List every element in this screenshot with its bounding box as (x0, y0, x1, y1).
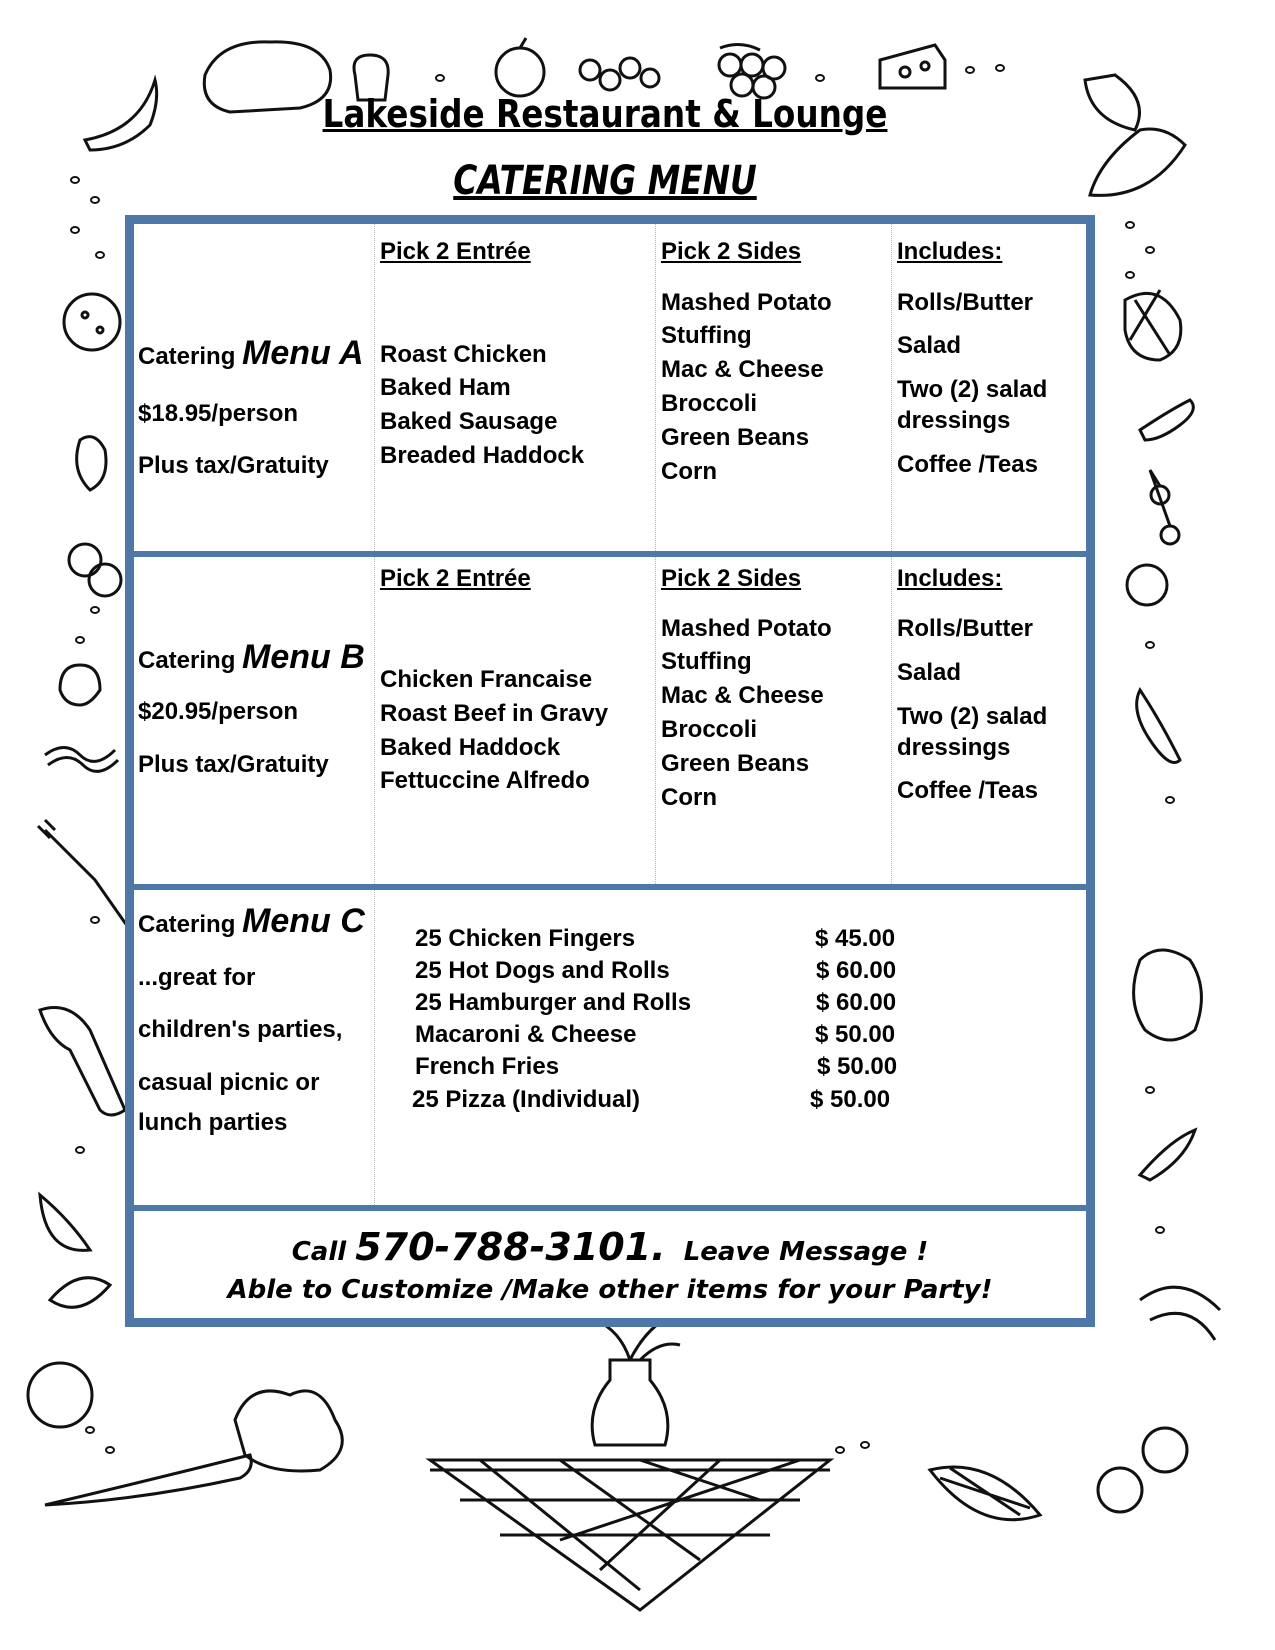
carrot-icon (45, 1455, 251, 1505)
catering-label: Catering (138, 343, 236, 370)
menu-c-description: lunch parties (138, 1109, 288, 1136)
menu-c-item-name: French Fries (415, 1053, 560, 1080)
catering-label: Catering (138, 647, 236, 674)
include-item: Coffee /Teas (897, 451, 1038, 478)
include-item: Rolls/Butter (897, 615, 1034, 642)
phone-number: 570-788-3101. (355, 1225, 666, 1269)
menu-c-item-name: Macaroni & Cheese (415, 1021, 637, 1048)
column-divider (374, 224, 375, 551)
entree-item: Chicken Francaise (380, 666, 593, 693)
entree-item: Breaded Haddock (380, 442, 585, 469)
cauliflower-icon (1134, 950, 1202, 1040)
call-label: Call (291, 1237, 347, 1267)
include-item: Two (2) salad (897, 703, 1048, 730)
leave-message-note: Leave Message ! (683, 1237, 929, 1267)
contact-footer (134, 1211, 1086, 1318)
pineapple-icon (1125, 290, 1181, 360)
onion-icon (60, 665, 100, 705)
menu-c-description: ...great for (138, 964, 256, 991)
pepper-icon (1137, 690, 1180, 763)
menu-a-tax-note: Plus tax/Gratuity (138, 452, 329, 479)
picnic-blanket-icon (430, 1460, 830, 1610)
menu-c-item-price: $ 50.00 (810, 1086, 891, 1113)
celery-icon (40, 1008, 125, 1116)
menu-c-item-price: $ 60.00 (816, 957, 897, 984)
menu-a-name: Menu A (242, 334, 364, 372)
orange-icon (28, 1363, 92, 1427)
pickle-icon (77, 437, 106, 490)
menu-c-item-name: 25 Hamburger and Rolls (415, 989, 692, 1016)
column-divider (374, 890, 375, 1205)
include-item: dressings (897, 734, 1011, 761)
cherries-icon (1150, 470, 1179, 544)
broccoli-icon (235, 1391, 342, 1471)
menu-a-entree-header: Pick 2 Entrée (380, 238, 531, 265)
side-item: Mashed Potato (661, 289, 832, 316)
entree-item: Fettuccine Alfredo (380, 767, 590, 794)
menu-c-description: children's parties, (138, 1016, 343, 1043)
menu-c-item-name: 25 Pizza (Individual) (412, 1086, 641, 1113)
grapes-icon (719, 44, 785, 98)
side-item: Stuffing (661, 648, 752, 675)
sausage-icon (1140, 400, 1193, 440)
side-item: Green Beans (661, 750, 810, 777)
menu-a-section (134, 224, 1086, 551)
menu-b-entree-header: Pick 2 Entrée (380, 565, 531, 592)
pea-pod-icon (1140, 1130, 1195, 1180)
entree-item: Roast Beef in Gravy (380, 700, 609, 727)
menu-c-name: Menu C (242, 902, 365, 940)
menu-c-description: casual picnic or (138, 1069, 320, 1096)
side-item: Mac & Cheese (661, 356, 824, 383)
menu-a-price: $18.95/person (138, 400, 299, 427)
column-divider (891, 224, 892, 551)
catering-menu-title: CATERING MENU (453, 158, 757, 204)
tomato-icon (1127, 565, 1167, 605)
menu-b-tax-note: Plus tax/Gratuity (138, 751, 329, 778)
column-divider (655, 557, 656, 884)
restaurant-name: Lakeside Restaurant & Lounge (322, 92, 888, 136)
fork-icon (38, 820, 130, 930)
side-item: Mac & Cheese (661, 682, 824, 709)
watermelon-slice-icon (1090, 129, 1185, 195)
menu-c-title (138, 904, 365, 938)
side-item: Broccoli (661, 390, 758, 417)
menu-c-item-name: 25 Hot Dogs and Rolls (415, 957, 670, 984)
green-beans-icon (1140, 1287, 1220, 1340)
apple-icon (496, 38, 544, 96)
menu-c-item-price: $ 60.00 (816, 989, 897, 1016)
menu-a-title (138, 336, 364, 370)
menu-c-item-price: $ 45.00 (815, 925, 896, 952)
include-item: Salad (897, 332, 962, 359)
contact-line (134, 1225, 1086, 1269)
side-item: Broccoli (661, 716, 758, 743)
entree-item: Baked Ham (380, 374, 511, 401)
menu-a-includes-header: Includes: (897, 238, 1003, 265)
menu-frame (125, 215, 1095, 1327)
side-item: Corn (661, 784, 717, 811)
cheese-icon (880, 45, 945, 88)
menu-c-item-name: 25 Chicken Fingers (415, 925, 636, 952)
menu-c-item-price: $ 50.00 (817, 1053, 898, 1080)
include-item: dressings (897, 407, 1011, 434)
include-item: Coffee /Teas (897, 777, 1038, 804)
bacon-icon (45, 748, 118, 772)
cucumber-slices-icon (69, 544, 121, 596)
entree-item: Baked Sausage (380, 408, 558, 435)
column-divider (374, 557, 375, 884)
side-item: Green Beans (661, 424, 810, 451)
orange-slice-icon (40, 1195, 110, 1307)
side-item: Stuffing (661, 322, 752, 349)
include-item: Rolls/Butter (897, 289, 1034, 316)
menu-a-sides-header: Pick 2 Sides (661, 238, 802, 265)
peach-icon (1098, 1428, 1187, 1512)
column-divider (655, 224, 656, 551)
include-item: Two (2) salad (897, 376, 1048, 403)
menu-b-name: Menu B (242, 638, 365, 676)
include-item: Salad (897, 659, 962, 686)
column-divider (891, 557, 892, 884)
menu-b-section (134, 557, 1086, 884)
customize-note: Able to Customize /Make other items for your Party! (227, 1275, 993, 1305)
side-item: Corn (661, 458, 717, 485)
catering-label: Catering (138, 911, 236, 938)
menu-b-includes-header: Includes: (897, 565, 1003, 592)
cookie-icon (64, 294, 120, 350)
menu-c-section (134, 890, 1086, 1205)
menu-b-price: $20.95/person (138, 698, 299, 725)
side-item: Mashed Potato (661, 615, 832, 642)
berries-icon (580, 58, 659, 90)
menu-b-sides-header: Pick 2 Sides (661, 565, 802, 592)
menu-b-title (138, 640, 365, 674)
menu-c-item-price: $ 50.00 (815, 1021, 896, 1048)
entree-item: Baked Haddock (380, 734, 561, 761)
entree-item: Roast Chicken (380, 341, 547, 368)
corn-icon (930, 1467, 1040, 1520)
